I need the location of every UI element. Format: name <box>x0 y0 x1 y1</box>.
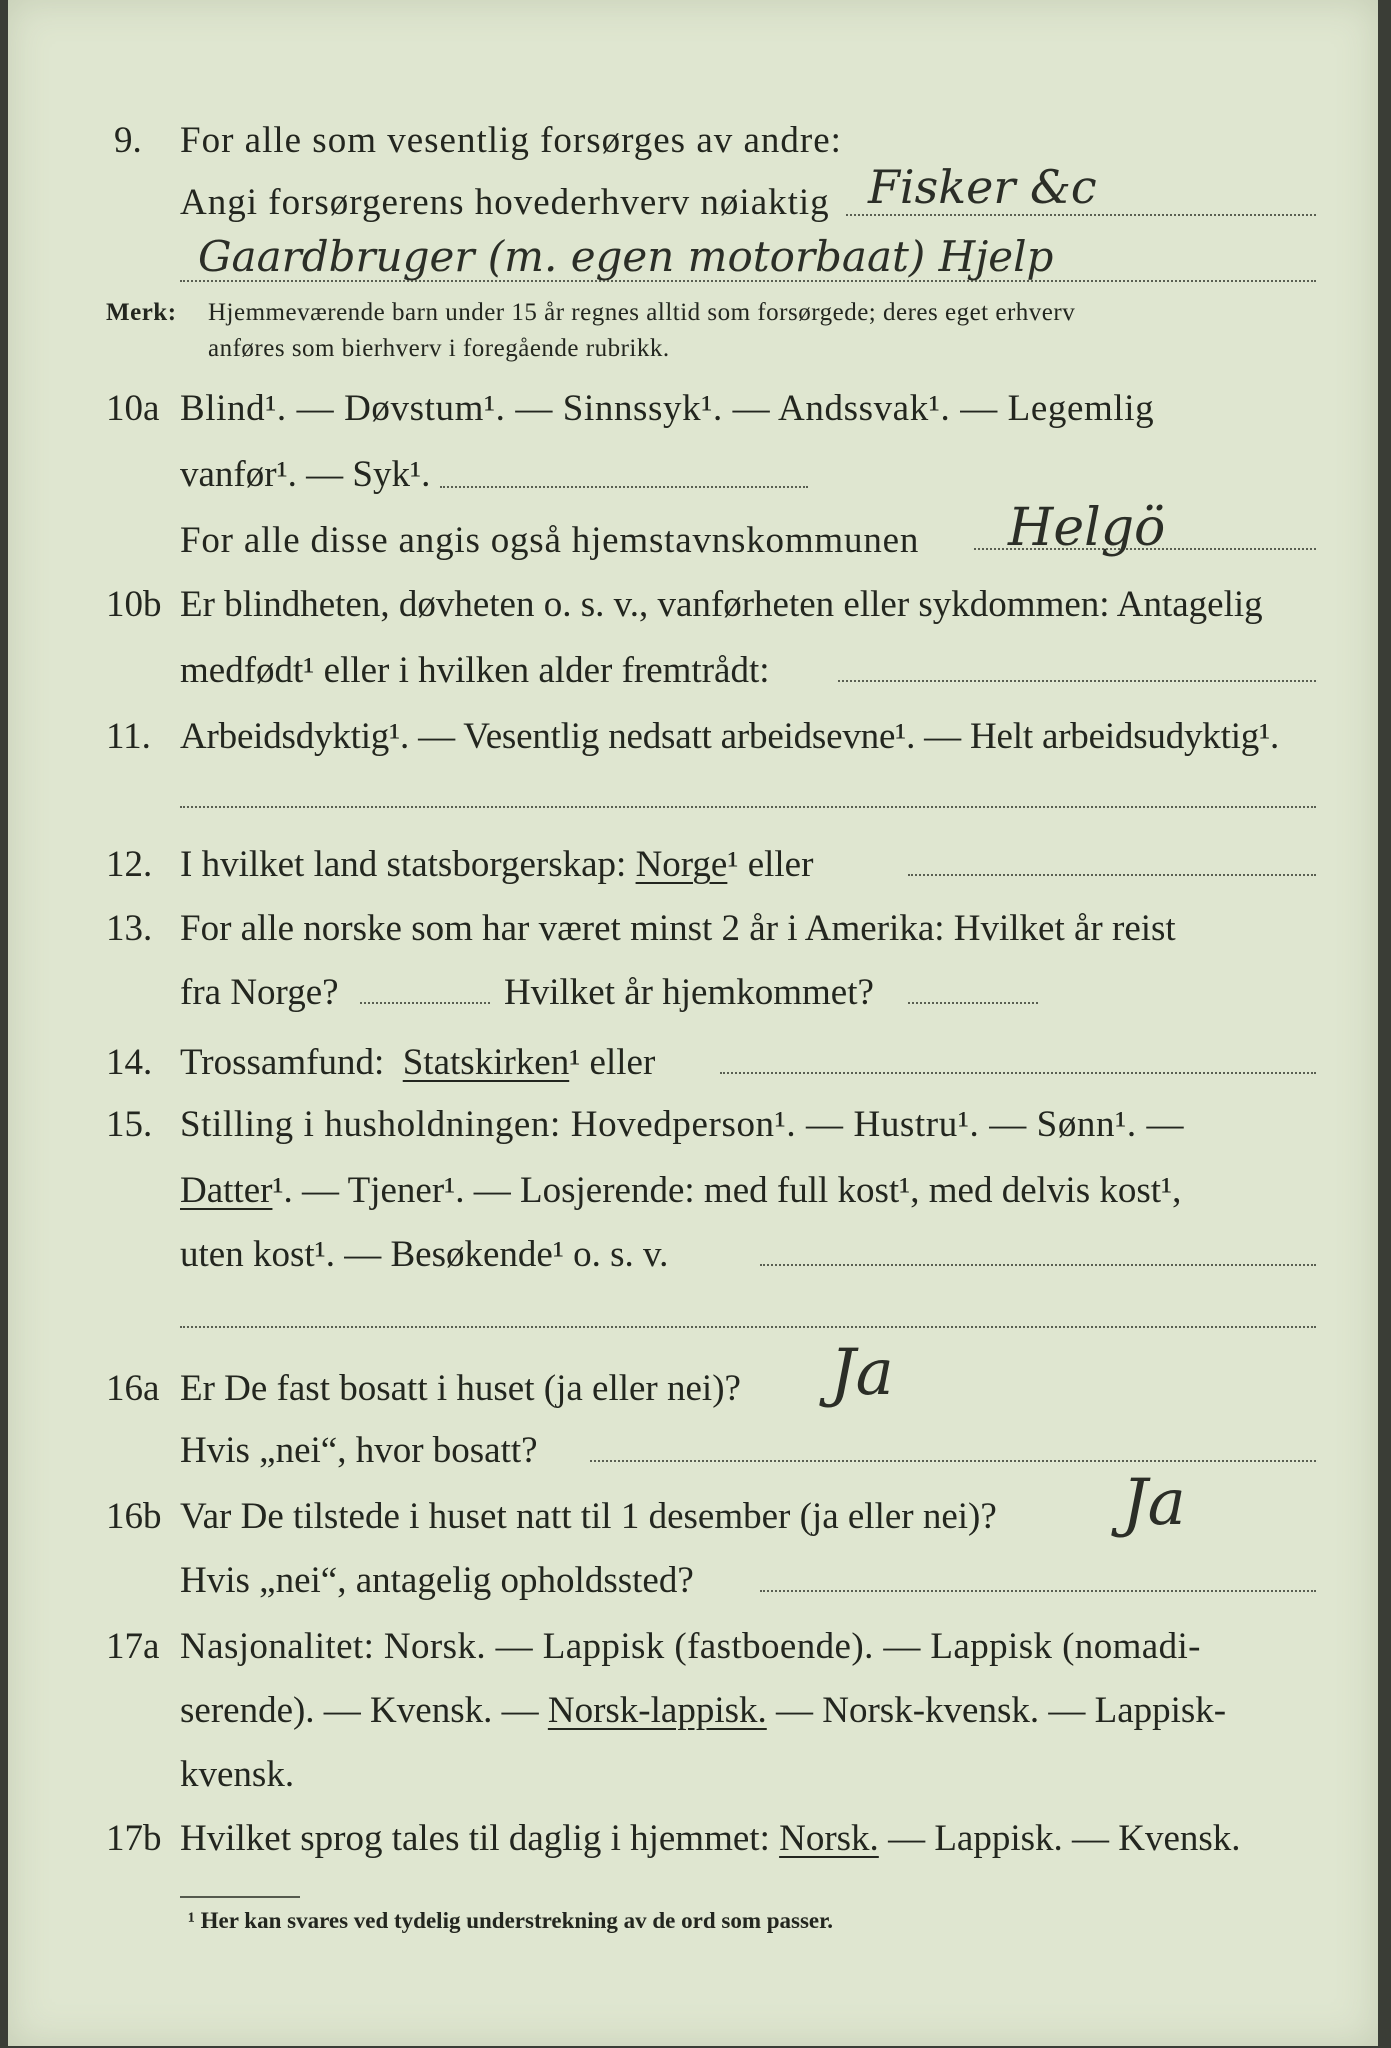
handwritten-answer: Gaardbruger (m. egen motorbaat) Hjelp <box>198 232 1054 281</box>
q17a-norsk-lappisk: Norsk-lappisk. <box>547 1690 767 1731</box>
q14-post: ¹ eller <box>569 1042 656 1083</box>
q10b-line2: medfødt¹ eller i hvilken alder fremtrådt: <box>180 650 770 691</box>
answer-line <box>440 486 808 488</box>
q11-line1: Arbeidsdyktig¹. — Vesentlig nedsatt arbeidsevne¹. — Helt arbeidsudyktig¹. <box>180 716 1280 757</box>
answer-line <box>760 1264 1316 1266</box>
q9-line1: For alle som vesentlig forsørges av andre: <box>180 120 842 161</box>
answer-line <box>846 214 1316 216</box>
question-number: 10a <box>106 388 160 429</box>
q17a-line1: Nasjonalitet: Norsk. — Lappisk (fastboende). — Lappisk (nomadi- <box>180 1626 1201 1667</box>
q12-norge: Norge <box>635 844 728 885</box>
answer-line <box>838 680 1316 682</box>
note-line1: Hjemmeværende barn under 15 år regnes alltid som forsørgede; deres eget erhverv <box>208 299 1076 326</box>
q15-line2-rest: ¹. — Tjener¹. — Losjerende: med full kost¹, med delvis kost¹, <box>272 1170 1182 1211</box>
answer-line <box>180 806 1316 808</box>
q17a-line2b: — Norsk-kvensk. — Lappisk- <box>776 1690 1227 1731</box>
answer-line <box>720 1072 1316 1074</box>
answer-line <box>760 1590 1316 1592</box>
q17b-pre: Hvilket sprog tales til daglig i hjemmet: <box>180 1818 770 1859</box>
q17a-line2a: serende). — Kvensk. — <box>180 1690 539 1731</box>
q10a-line1: Blind¹. — Døvstum¹. — Sinnssyk¹. — Andssvak¹. — Legemlig <box>180 388 1155 429</box>
handwritten-answer: Fisker &c <box>868 160 1097 214</box>
q14-statskirken: Statskirken <box>402 1042 570 1083</box>
q13-line2a: fra Norge? <box>180 972 339 1013</box>
q14-line <box>180 1040 655 1086</box>
q14-pre: Trossamfund: <box>180 1042 385 1083</box>
q17b-post: — Lappisk. — Kvensk. <box>888 1818 1241 1859</box>
note-label: Merk: <box>106 299 177 326</box>
question-number: 12. <box>106 844 153 885</box>
question-number: 13. <box>106 908 153 949</box>
question-number: 11. <box>106 716 151 757</box>
question-number: 16b <box>106 1496 162 1537</box>
answer-line <box>590 1460 1316 1462</box>
answer-line <box>908 874 1316 876</box>
q16a-line2: Hvis „nei“, hvor bosatt? <box>180 1430 538 1471</box>
handwritten-answer: Ja <box>830 1336 894 1410</box>
answer-line <box>360 1002 490 1004</box>
q10a-line3: For alle disse angis også hjemstavnskommunen <box>180 520 920 561</box>
q10b-line1: Er blindheten, døvheten o. s. v., vanførheten eller sykdommen: Antagelig <box>180 584 1263 625</box>
question-number: 17b <box>106 1818 162 1859</box>
note-line2: anføres som bierhverv i foregående rubrikk. <box>208 335 670 362</box>
census-form-page <box>8 0 1378 2046</box>
q15-datter: Datter <box>180 1170 273 1211</box>
question-number: 10b <box>106 584 162 625</box>
question-number: 9. <box>114 120 142 161</box>
q10a-line2: vanfør¹. — Syk¹. <box>180 454 431 495</box>
q17a-line2 <box>180 1688 1226 1734</box>
q16b-line1: Var De tilstede i huset natt til 1 desember (ja eller nei)? <box>180 1496 997 1537</box>
answer-line <box>908 1002 1038 1004</box>
question-number: 14. <box>106 1042 153 1083</box>
question-number: 16a <box>106 1368 160 1409</box>
handwritten-answer: Helgö <box>1008 498 1166 558</box>
question-number: 17a <box>106 1626 160 1667</box>
footnote: ¹ Her kan svares ved tydelig understrekning av de ord som passer. <box>188 1908 833 1933</box>
q12-pre: I hvilket land statsborgerskap: <box>180 844 627 885</box>
q17a-line3: kvensk. <box>180 1754 295 1795</box>
q17b-line <box>180 1816 1241 1862</box>
q15-line3: uten kost¹. — Besøkende¹ o. s. v. <box>180 1234 669 1275</box>
q13-line1: For alle norske som har været minst 2 år i Amerika: Hvilket år reist <box>180 908 1176 949</box>
q17b-norsk: Norsk. <box>779 1818 879 1859</box>
q15-line2 <box>180 1168 1181 1214</box>
q9-line2: Angi forsørgerens hovederhverv nøiaktig <box>180 182 830 223</box>
question-number: 15. <box>106 1104 153 1145</box>
footnote-separator <box>180 1896 300 1898</box>
answer-line <box>180 1326 1316 1328</box>
handwritten-answer: Ja <box>1122 1466 1186 1540</box>
q15-line1: Stilling i husholdningen: Hovedperson¹. — Hustru¹. — Sønn¹. — <box>180 1104 1185 1145</box>
q16b-line2: Hvis „nei“, antagelig opholdssted? <box>180 1560 694 1601</box>
q12-line <box>180 842 813 888</box>
q16a-line1: Er De fast bosatt i huset (ja eller nei)? <box>180 1368 741 1409</box>
q13-line2b: Hvilket år hjemkommet? <box>504 972 874 1013</box>
q12-post: ¹ eller <box>727 844 814 885</box>
